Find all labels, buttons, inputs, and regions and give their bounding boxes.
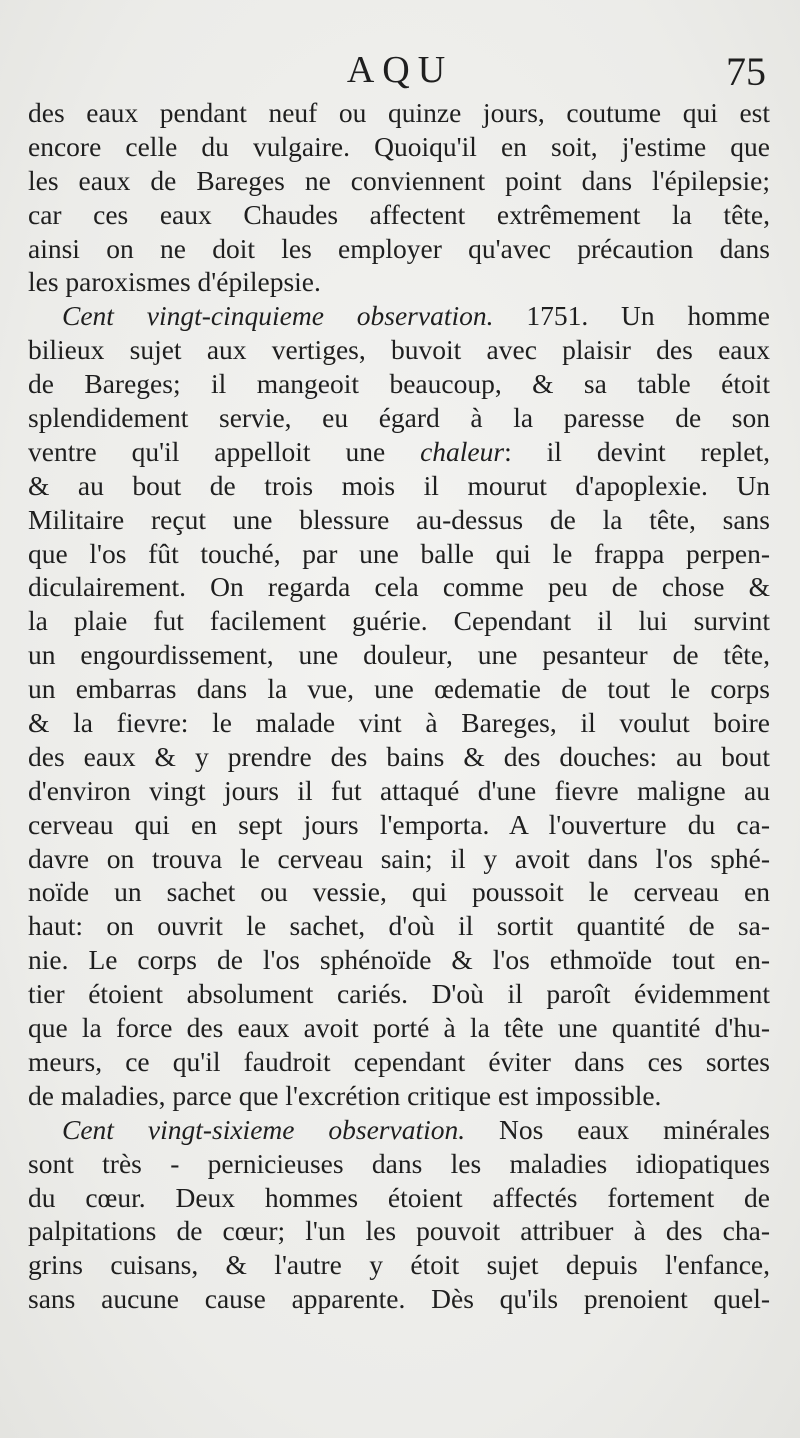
text-line — [28, 1282, 770, 1316]
text-segment: noïde un sachet ou vessie, qui poussoit le cerveau en — [28, 876, 770, 908]
text-line — [28, 672, 770, 706]
text-line — [28, 570, 770, 604]
text-segment: un engourdissement, une douleur, une pesanteur de tête, — [28, 639, 770, 671]
text-line — [28, 875, 770, 909]
text-segment: un embarras dans la vue, une œdematie de tout le corps — [28, 673, 770, 705]
text-segment: du cœur. Deux hommes étoient affectés fortement de — [28, 1181, 770, 1213]
text-line — [28, 1079, 770, 1113]
text-line — [28, 503, 770, 537]
text-line — [28, 808, 770, 842]
text-line — [28, 537, 770, 571]
text-segment: grins cuisans, & l'autre y étoit sujet depuis l'enfance, — [28, 1249, 770, 1281]
text-line — [28, 469, 770, 503]
text-segment: que l'os fût touché, par une balle qui le frappa perpen- — [28, 537, 770, 569]
text-line — [28, 1181, 770, 1215]
text-line — [28, 265, 770, 299]
text-line — [28, 1113, 770, 1147]
italic-text-segment: chaleur — [420, 435, 505, 467]
text-line — [28, 130, 770, 164]
text-segment: : il devint replet, — [504, 435, 770, 467]
text-segment: de Bareges; il mangeoit beaucoup, & sa table étoit — [28, 368, 770, 400]
text-segment: palpitations de cœur; l'un les pouvoit attribuer à des cha- — [28, 1215, 770, 1247]
text-segment: bilieux sujet aux vertiges, buvoit avec plaisir des eaux — [28, 334, 770, 366]
text-line — [28, 842, 770, 876]
text-line — [28, 198, 770, 232]
text-segment: davre on trouva le cerveau sain; il y avoit dans l'os sphé- — [28, 842, 770, 874]
text-segment: la plaie fut facilement guérie. Cependant il lui survint — [28, 605, 770, 637]
text-segment: tier étoient absolument cariés. D'où il paroît évidemment — [28, 978, 770, 1010]
italic-text-segment: Cent vingt-cinquieme observation. — [62, 300, 494, 332]
italic-text-segment: Cent vingt-sixieme observation. — [62, 1113, 466, 1145]
text-line — [28, 706, 770, 740]
text-line — [28, 1214, 770, 1248]
text-line — [28, 299, 770, 333]
text-segment: & au bout de trois mois il mourut d'apoplexie. Un — [28, 469, 770, 501]
text-line — [28, 740, 770, 774]
page-header — [0, 44, 800, 96]
text-line — [28, 333, 770, 367]
text-segment: des eaux pendant neuf ou quinze jours, coutume qui est — [28, 97, 770, 128]
text-line — [28, 96, 770, 130]
text-segment: haut: on ouvrit le sachet, d'où il sortit quantité de sa- — [28, 910, 770, 942]
text-line — [28, 367, 770, 401]
page-number: 75 — [726, 49, 766, 94]
text-line — [28, 1147, 770, 1181]
text-segment: Nos eaux minérales — [465, 1113, 770, 1145]
text-line — [28, 774, 770, 808]
text-segment: 1751. Un homme — [493, 300, 770, 332]
text-line — [28, 401, 770, 435]
text-line — [28, 164, 770, 198]
text-segment: sans aucune cause apparente. Dès qu'ils prenoient quel- — [28, 1283, 770, 1315]
text-segment: encore celle du vulgaire. Quoiqu'il en soit, j'estime que — [28, 130, 770, 162]
text-segment: de maladies, parce que l'excrétion critique est impossible. — [28, 1079, 662, 1111]
text-segment: les eaux de Bareges ne conviennent point dans l'épilepsie; — [28, 164, 770, 196]
text-segment: ainsi on ne doit les employer qu'avec précaution dans — [28, 232, 770, 264]
text-line — [28, 977, 770, 1011]
text-line — [28, 435, 770, 469]
text-line — [28, 1045, 770, 1079]
text-line — [28, 909, 770, 943]
text-segment: diculairement. On regarda cela comme peu de chose & — [28, 571, 770, 603]
text-line — [28, 1011, 770, 1045]
text-segment: d'environ vingt jours il fut attaqué d'une fievre maligne au — [28, 774, 770, 806]
text-segment: des eaux & y prendre des bains & des douches: au bout — [28, 740, 770, 772]
text-segment: cerveau qui en sept jours l'emporta. A l'ouverture du ca- — [28, 808, 770, 840]
text-segment: meurs, ce qu'il faudroit cependant éviter dans ces sortes — [28, 1045, 770, 1077]
text-segment: Militaire reçut une blessure au-dessus de la tête, sans — [28, 503, 770, 535]
text-segment: ventre qu'il appelloit une — [28, 435, 421, 467]
text-segment: splendidement servie, eu égard à la paresse de son — [28, 402, 770, 434]
text-line — [28, 604, 770, 638]
text-line — [28, 1248, 770, 1282]
text-line — [28, 638, 770, 672]
text-line — [28, 232, 770, 266]
running-head: AQU — [346, 49, 454, 91]
text-segment: nie. Le corps de l'os sphénoïde & l'os ethmoïde tout en- — [28, 944, 770, 976]
text-segment: les paroxismes d'épilepsie. — [28, 266, 321, 298]
body-text — [28, 96, 770, 1316]
text-segment: car ces eaux Chaudes affectent extrêmement la tête, — [28, 198, 770, 230]
text-segment: que la force des eaux avoit porté à la tête une quantité d'hu- — [28, 1012, 770, 1044]
text-segment: & la fievre: le malade vint à Bareges, il voulut boire — [28, 707, 770, 739]
text-line — [28, 943, 770, 977]
text-segment: sont très - pernicieuses dans les maladies idiopatiques — [28, 1147, 770, 1179]
